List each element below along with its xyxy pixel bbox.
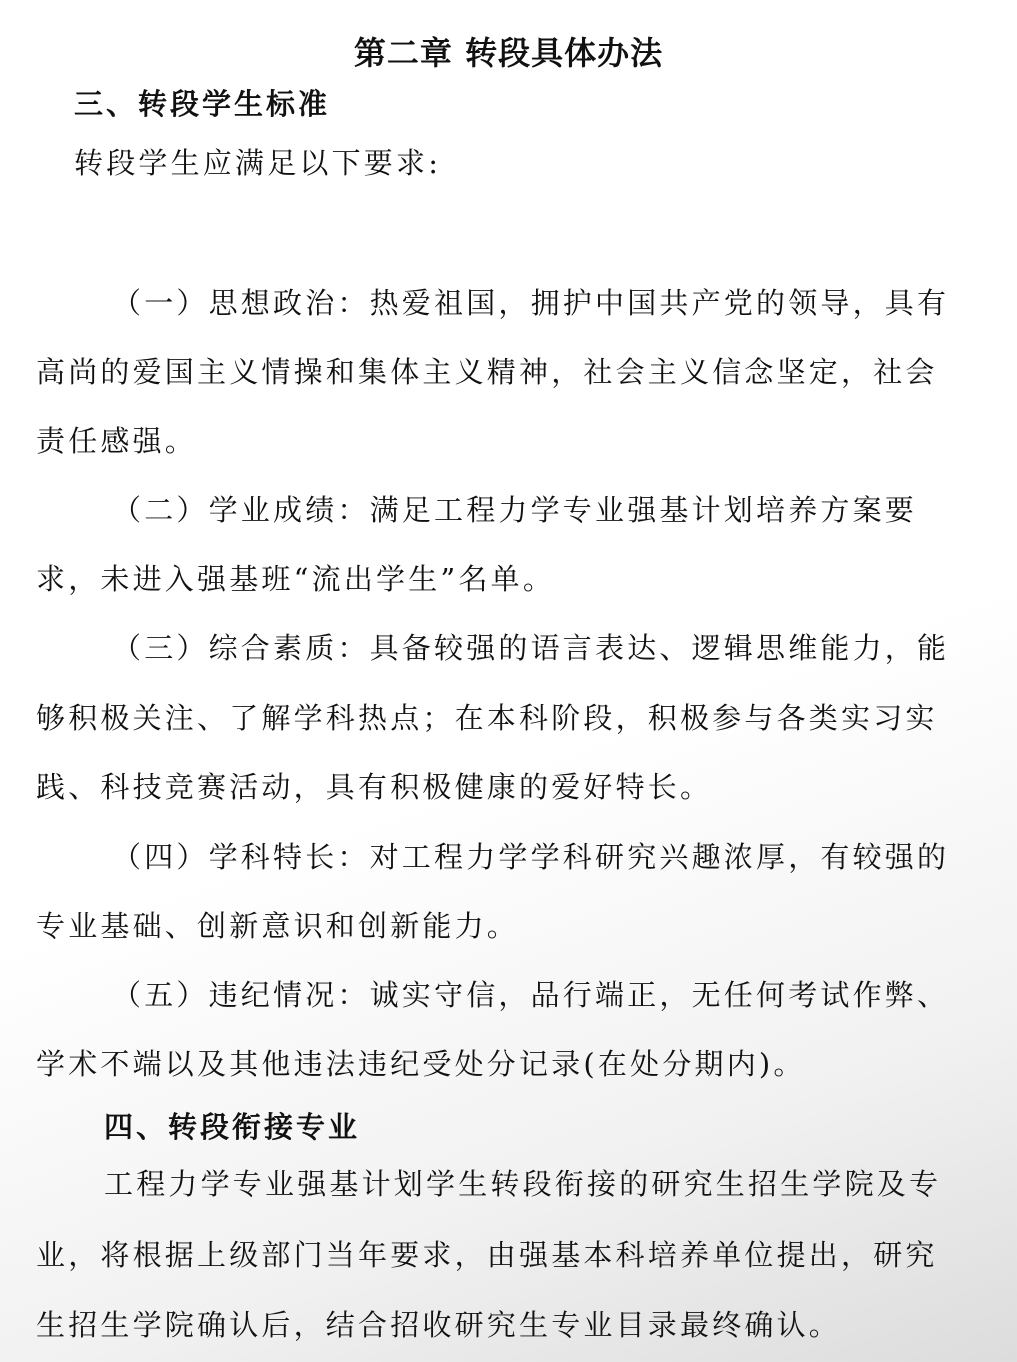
section-3-intro: 转段学生应满足以下要求: (74, 146, 442, 180)
paragraph-line: （四）学科特长：对工程力学学科研究兴趣浓厚，有较强的 (112, 840, 950, 874)
paragraph-line: 践、科技竞赛活动，具有积极健康的爱好特长。 (36, 770, 713, 804)
paragraph-line: 生招生学院确认后，结合招收研究生专业目录最终确认。 (36, 1308, 842, 1342)
paragraph-line: 工程力学专业强基计划学生转段衔接的研究生招生学院及专 (104, 1167, 942, 1201)
section-4-heading: 四、转段衔接专业 (104, 1110, 361, 1144)
paragraph-line: 专业基础、创新意识和创新能力。 (36, 909, 520, 943)
paragraph-line: （五）违纪情况：诚实守信，品行端正，无任何考试作弊、 (112, 978, 950, 1012)
paragraph-line: 责任感强。 (36, 424, 198, 458)
paragraph-line: （二）学业成绩：满足工程力学专业强基计划培养方案要 (112, 493, 918, 527)
paragraph-line: （一）思想政治：热爱祖国，拥护中国共产党的领导，具有 (112, 286, 950, 320)
paragraph-line: 够积极关注、了解学科热点；在本科阶段，积极参与各类实习实 (36, 701, 938, 735)
chapter-title: 第二章 转段具体办法 (353, 34, 664, 72)
paragraph-line: （三）综合素质：具备较强的语言表达、逻辑思维能力，能 (112, 631, 950, 665)
paragraph-line: 业，将根据上级部门当年要求，由强基本科培养单位提出，研究 (36, 1238, 938, 1272)
section-3-heading: 三、转段学生标准 (74, 87, 331, 121)
paragraph-line: 求，未进入强基班“流出学生”名单。 (36, 562, 556, 596)
paragraph-line: 学术不端以及其他违法违纪受处分记录(在处分期内)。 (36, 1047, 806, 1081)
paragraph-line: 高尚的爱国主义情操和集体主义精神，社会主义信念坚定，社会 (36, 355, 938, 389)
